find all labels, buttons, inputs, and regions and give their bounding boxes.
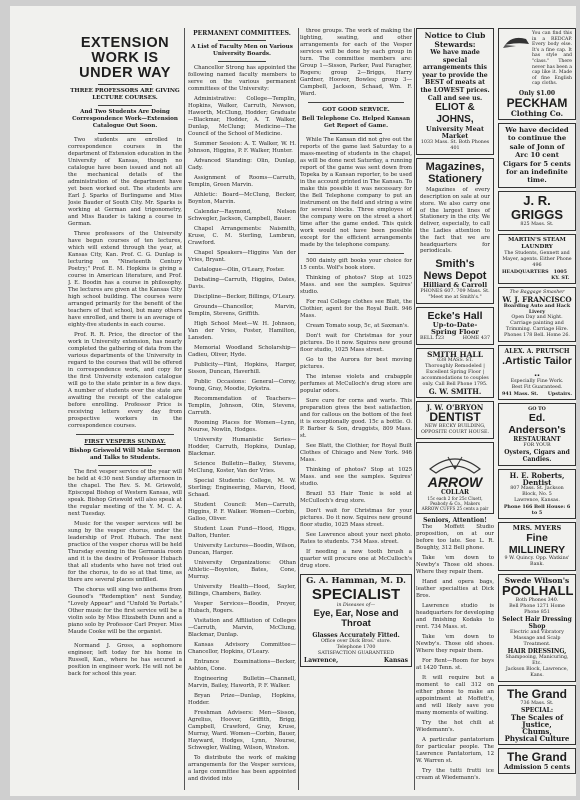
column-committees	[188, 28, 296, 792]
ad-obryon-name: J. W. O'BRYON	[426, 403, 484, 413]
ad-anderson-name: Ed. Anderson's	[508, 411, 566, 436]
column-rule	[414, 28, 415, 790]
article-paragraph: Athletic: Board—McClung, Becker, Boynton, Marvin.	[188, 192, 296, 205]
article-paragraph: Public Occasions: General—Corey, Young, Gray, Moodie, Dykstra.	[188, 379, 296, 392]
ad-cigars	[498, 123, 576, 188]
ad-griggs-name: J. R. GRIGGS	[510, 192, 563, 222]
article-paragraph: Advanced Standing: Olin, Dunlap, Cady.	[188, 158, 296, 171]
ad-ecke-sub: Up-to-Date-Spring Floor	[431, 321, 479, 337]
ad-tailor-name: ALEX. A. PRUTSCH	[504, 347, 570, 355]
article-paragraph: Calendar—Raymond, Nelson Schwegler, Jackson, Campbell, Bauer.	[188, 209, 296, 222]
ad-obryon-title: DENTIST	[429, 410, 481, 425]
divider	[98, 639, 152, 640]
column-advertisements	[416, 28, 576, 792]
ad-pool-name: Swede Wilson's	[504, 575, 570, 585]
notice: Try the tutti frutti ice cream at Wiedemann's.	[416, 768, 494, 782]
ad-pool-line2: Select Hair Dressing Shop	[502, 615, 572, 630]
column-rule	[298, 28, 299, 790]
ad-peckham	[498, 28, 576, 120]
ad-peckham-name: PECKHAM	[506, 95, 568, 110]
ad-arrow-collar-label: COLLAR	[440, 489, 470, 497]
article-paragraph: Chapel Arrangements: Naismith, Kruse, C. M. Sterling, Lambrun, Crawford.	[188, 226, 296, 246]
article-paragraph: University Health—Hood, Sayler, Billings, Chambers, Bailey.	[188, 584, 296, 597]
divider	[308, 253, 404, 254]
article-paragraph: Chancellor Strong has appointed the following named faculty members to serve on the various permanent committees of the University:	[188, 65, 296, 92]
ad-stationery-body: Magazines of every description on sale at our store. We also carry one of the largest lines of Stationery in the city. We deliver, especially, to call the Ladies attention to the fact that we are headquarters for periodicals.	[420, 187, 490, 255]
article-paragraph: Visitation and Affiliation of Colleges—Carruth, Marvin, McClung, Blackmar, Dunlap.	[188, 618, 296, 638]
local-ad: For real College clothes see Blatt, the Clothier, agent for the Royal Built. 946 Mass.	[300, 299, 412, 319]
local-ad: Sure cure for corns and warts. This preparation gives the best satisfaction, and for callous on the bottom of the feet it is exceptionally good. 15c a bottle. O. P. Barber & Son, druggists, 809 Mass. st.	[300, 398, 412, 439]
ad-club-name: ELIOT & JOHNS,	[435, 102, 475, 126]
local-ad: The intense violets and crabapple perfumes at McCulloch's drug store are popular odors.	[300, 374, 412, 394]
ad-francisco	[498, 287, 576, 342]
ad-francisco-name: W. J. FRANCISCO	[502, 294, 572, 304]
notice: The Moffett Studio proposition, on at our before too late. See L. R. Boughty, 312 Bell phone.	[416, 524, 494, 552]
ad-pool-line3: Electric and Vibratory Massage and Scalp Treatment.	[509, 629, 565, 647]
ad-cigars-body: We have decided to continue the sale of Jonn of Arc 10 cent Cigars for 5 cents for an indefinite time.	[503, 125, 571, 185]
ad-grand1-item: The Scales of Justice,	[510, 712, 564, 729]
article-paragraph: Freshman Advisers: Men—Sisson, Agrelius, Hoover, Griffith, Brigg, Campbell, Crawford, Gray, Kruse, Murray, Ward. Women—Corbin, Bauer, Hayward, Hodges, Lynn, Nourse, Schwegler, Walling, Wilson, Winston.	[188, 710, 296, 751]
article-paragraph: Catalogue—Olin, O'Leary, Foster.	[194, 267, 285, 273]
notice: Take 'em down to Newby's. Those old shoes. Where they repair them.	[416, 634, 494, 655]
head-committees: PERMANENT COMMITTEES.	[193, 30, 291, 37]
divider	[76, 434, 174, 435]
article-paragraph: Vesper Services—Boodin, Preyer, Hubach, Rogers.	[188, 601, 296, 614]
ads-left-column	[416, 28, 494, 785]
head-good-service: GOT GOOD SERVICE.	[322, 107, 390, 113]
local-ad: 500 dainty gift books your choice for 15 cents. Wolf's book store.	[300, 258, 412, 271]
article-paragraph: Special Students: College, M. W. Sterling; Engineering, Marvin, Hood, Schaad.	[188, 478, 296, 498]
divider	[98, 465, 152, 466]
ad-grand1-title: The Grand	[506, 686, 567, 701]
article-paragraph: Kansas Advisory Committee—Chancellor, Hopkins, O'Leary.	[188, 642, 296, 655]
ad-grand2-sub: Admission 5 cents	[503, 762, 571, 771]
ad-club-addr: 1033 Mass. St. Both Phones 401	[420, 140, 490, 152]
local-ad: If needing a new tooth brush a quarter will procure one at McCulloch's drug store.	[300, 549, 412, 569]
ad-hamman-loc-right: Kansas	[383, 656, 408, 664]
local-ad: Cream Tomato soup, 5c, at Saxman's.	[306, 323, 409, 329]
ad-ecke-home: HOME 437	[462, 336, 490, 342]
ad-tailor-title: .Artistic Tailor ..	[502, 354, 572, 379]
ad-hamman-tel: Telephone 1700	[336, 644, 376, 650]
article-paragraph: University Organizations: Othan Athletic—Boynton, Bates, Cone, Murray.	[188, 560, 296, 580]
ad-club-title: Notice to Club Stewards:	[424, 31, 486, 49]
ad-grand1-special: SPECIAL:	[520, 706, 554, 714]
ad-francisco-line1: Boarding Auto and Hack Livery	[503, 302, 571, 315]
ad-arrow-collar	[416, 442, 494, 514]
ad-club-body: We have made special arrangements this year to provide the BEST of meats at the LOWEST prices. Call and see us.	[420, 49, 490, 102]
ad-ecke-hall	[416, 307, 494, 345]
ad-arrow-caption: ARROW CUFFS 25 cents a pair	[421, 506, 489, 512]
ad-pool-line4: HAIR DRESSING,	[507, 647, 567, 655]
ad-obryon-addr: NEW BECKY BUILDING, OPPOSITE COURT HOUSE.	[420, 424, 490, 436]
article-paragraph: To distribute the work of making arrangements for the Vesper services, a large committee has been appointed and divided into	[188, 755, 296, 782]
ad-anderson-sub: FOR YOUR	[523, 442, 551, 448]
ad-arrow-name: ARROW	[427, 474, 483, 491]
ad-hamman-name: G. A. Hamman, M. D.	[306, 576, 406, 586]
article-paragraph: While The Kansan did not give out the reports of the game last Saturday to a mass-meeting of students in the chapel, as will be done next Saturday, a running report of the game was sent down from Topeka by a Kansan reporter, to be used in the account printed in The Kansan. To make this possible it was necessary for the Bell Telephone company to put an instrument on the field and string a wire for several blocks. Three employes of the company were on the street a short time after the game ended. This quick work would not have been possible except for the efficient arrangements made by the telephone company.	[300, 137, 412, 248]
ad-roberts-name: H. E. Roberts, Dentist	[509, 470, 565, 487]
ad-tailor-addr-right: Upstairs.	[547, 390, 572, 397]
headline-extension: EXTENSION WORK IS UNDER WAY	[79, 35, 171, 81]
ads-right-column	[498, 28, 576, 777]
article-paragraph: Normand J. Gross, a sophomore engineer, left today for his home in Russell, Kan., where he has secured a position in engineer work. He will not be back for school this year.	[68, 643, 182, 677]
article-paragraph: Music for the vesper services will be sung by the vesper chorus, under the leadership of Prof. Hubach. The next practice of the vesper chorus will be held Thursday evening in the Germania room and it is the desire of Professor Hubach that all students who have not tried out for the chorus, to do so at that time, as there are several places unfilled.	[68, 521, 182, 583]
seniors-notices	[416, 517, 494, 782]
ad-peckham-body: You can find this in a REDCAP. Every body else. It's a fine cap. It has style and "class." There never has been a cap like it. Made of fine English cap cloths.	[532, 31, 572, 87]
ad-smith-sub: Hilliard & Carroll	[422, 281, 488, 290]
notice: Try the hot chili at Wiedemann's.	[416, 720, 494, 734]
ad-club-sub: University Meat Market	[426, 125, 484, 141]
ad-laundry-hq-addr: 1005 KY. ST.	[551, 268, 570, 281]
ad-laundry-hq	[502, 269, 572, 281]
article-paragraph: Publicity—Flint, Hopkins, Harger, Sisson, Duncan, Haverhill.	[188, 362, 296, 375]
ad-pool-line5: Shampooing, Manicuring, Etc.	[505, 654, 569, 666]
ad-hamman-office: Office over Dick Bros.' store.	[320, 638, 392, 644]
ad-grand1-item: Physical Culture	[504, 733, 570, 743]
ad-peckham-sub: Clothing Co.	[510, 108, 564, 118]
local-ad: See Lawrence about your next photo. Rates to students. 734 Mass. street.	[300, 532, 412, 545]
ad-pool-sub: Both Phones 340.	[515, 597, 559, 603]
article-paragraph: The chorus will sing two anthems from Gounod's "Redemption" next Sunday, "Lovely Appear" and "Unfold Ye Portals." Other music for the first service will be a violin solo by Miss Elizabeth Dunn and a piano solo by Professor Carl Preyer. Miss Maude Cooke will be the organist.	[68, 587, 182, 635]
divider	[308, 102, 404, 103]
article-paragraph: Two students are enrolled in correspondence courses in the department of Extension education in the University of Kansas, though no catalogue have been issued and not all the mechanical details of the administration of the department have yet been worked out. The students are Earl J. Sparks of Burlingame and Miss Josie Bauder of South City. Mr. Sparks is working at German and trigonometry, and Miss Bauder is taking a course in German.	[68, 137, 182, 227]
ad-smith-title: Smith's News Depot	[423, 258, 487, 283]
divider	[98, 105, 152, 106]
article-paragraph: Summer Session: A. T. Walker, W. H. Johnson, Higgins, P. F. Walker, Hunter.	[188, 141, 296, 154]
masthead	[10, 6, 576, 24]
local-ad: Thinking of photos? Stop at 1025 Mass. and see the samples. Squires' studio.	[300, 467, 412, 487]
article-paragraph: Engineering Bulletin—Channell, Marvin, Bailey, Haworth, P. F. Walker.	[188, 676, 296, 689]
ad-smithhall-desc: Thoroughly Remodeled | Excellent Spring Floor | accommodations to couples only. Call Bell Phone 1795.	[421, 364, 489, 388]
ad-obryon-dentist	[416, 401, 494, 439]
article-paragraph: High School Meet—W. H. Johnson, Van der Vries, Foster, Hamilton, Lansden.	[188, 321, 296, 341]
ad-smithhall-title: SMITH HALL	[427, 350, 483, 360]
ad-smith-meet: "Meet me at Smith's."	[428, 295, 482, 301]
ad-laundry-body: The Students, Gennett and Mayer, agents. Either Phone 496	[502, 250, 572, 268]
ad-grand1-item: Chums,	[522, 726, 552, 736]
deck-students: And Two Students Are Doing Correspondence Work—Extension Catalogue Out Soon.	[72, 109, 178, 129]
ad-pool-title: POOLHALL	[502, 582, 574, 598]
ad-hamman-disease: in Diseases of—	[336, 602, 376, 608]
article-paragraph: Bryan Prize—Dunlap, Hopkins, Hodder.	[188, 693, 296, 706]
ad-millinery-title: Fine MILLINERY	[508, 531, 566, 556]
local-ad: Don't wait for Christmas for your pictures. Do it now. Squires new ground floor studio, 1025 Mass street.	[300, 333, 412, 353]
ad-ecke-title: Ecke's Hall	[427, 310, 483, 323]
ad-stationery	[416, 158, 494, 304]
article-paragraph: Chapel Speakers—Higgins Van der Vries, Bryant.	[188, 250, 296, 263]
notice: Hand and opera bags, leather specialties at Dick Bros.	[416, 579, 494, 600]
article-paragraph: University Lectures—Boodin, Wilson, Duncan, Harger.	[188, 543, 296, 556]
article-paragraph: Administrative: College—Templin, Hopkins, Walker, Carruth, Newson, Haworth, McClung, Hodder; Graduate—Blackmar, Hodder, A. T. Walker, Dunlap, McClung; Medicine—The Council of the School of Medicine.	[188, 96, 296, 137]
ad-club-stewards	[416, 28, 494, 155]
divider	[98, 84, 152, 85]
notice: A particular pantatorium for particular people. The Lawrence Pantatorium, 12 W. Warren st.	[416, 737, 494, 765]
article-paragraph: University Humanistic Series—Hodder, Carruth, Hopkins, Dunlap, Blackmar.	[188, 437, 296, 457]
ad-grand2-title: The Grand	[506, 749, 567, 764]
ad-laundry-title: MARTIN'S STEAM LAUNDRY	[508, 236, 566, 250]
notice: Take 'em down to Newby's Those old shoes. Where they repair them.	[416, 555, 494, 576]
collar-illustration-icon	[420, 445, 490, 475]
ad-smithhall-name: G. W. SMITH.	[428, 387, 482, 397]
ad-pool-line6: Jackson Block, Lawrence, Kans.	[505, 666, 569, 678]
article-paragraph: Student Council: Men—Carruth, Higgins, P. F. Walker. Women—Corbin, Galloo, Oliver.	[188, 502, 296, 522]
article-paragraph: Prof. R. R. Price, the director of the work in University extension, has nearly completed the gathering of data from the various departments of the University in regard to the courses that will be offered in correspondence work, and copy for the first University extension catalogue will go to the state printer in a few days. A number of students over the state are awaiting the receipt of the catalogue before enrolling. Professor Price is receiving letters every day from prospective workers in the correspondence courses.	[68, 332, 182, 429]
deck-good-service: Bell Telephone Co. Helped Kansan Get Report of Game.	[301, 116, 411, 129]
notice: It will require but a moment to call 312 on either phone to make an appointment at Moffett's, and will likely save you many moments of waiting.	[416, 675, 494, 717]
article-paragraph: Student Loan Fund—Hood, Higgs, Dalton, Hunter.	[188, 526, 296, 539]
column-rule	[184, 28, 185, 790]
ad-grand-1	[498, 685, 576, 745]
local-ad: Go to the Aurora for best moving pictures.	[300, 357, 412, 370]
ad-hamman-spec: SPECIALIST	[311, 585, 401, 603]
article-paragraph: Debating—Carruth, Higgins, Dates, Davis.	[188, 277, 296, 290]
article-paragraph: three groups. The work of making the lighting, seating, and other arrangements for each of the Vesper services will be done by each group in turn. The committee members are: Group 1—Sisson, Parker, Paul Faragher, Rogers; group 2—Briggs, Harry Gardner, Hoover, Bowles; group 3—Campbell, Jackson, Schaad, Wm. F. Ward.	[300, 28, 412, 97]
ad-smith-phones: PHONES 607. 709 Mass. St.	[420, 289, 490, 295]
ad-pool-phones: Bell Phone 1271 Home Phone 851	[509, 603, 565, 615]
cap-illustration-icon	[502, 33, 532, 51]
ad-francisco-line2: Open Day and Night. Carriage painting and Trimming. Carriage Hire. Phones 178 Bell. Home 26.	[504, 314, 570, 338]
deck-committees: A List of Faculty Men on Various University Boards.	[191, 44, 293, 57]
article-paragraph: Grounds—Chancellor, Marvin, Templin, Stevens, Griffith.	[188, 304, 296, 317]
deck-professors: THREE PROFESSORS ARE GIVING LECTURE COURSES.	[70, 88, 180, 101]
ad-laundry-hq-label: HEADQUARTERS	[502, 268, 549, 275]
ad-laundry	[498, 234, 576, 284]
ad-peckham-price: Only $1.00	[518, 89, 556, 97]
local-ad: See Blatt, the Clothier, for Royal Built Clothes of Chicago and New York. 946 Mass.	[300, 443, 412, 463]
section-deck-vespers: Bishop Griswold Will Make Sermon and Talks to Students.	[69, 448, 181, 461]
ad-grand1-addr: 736 Mass. St.	[520, 700, 554, 706]
local-ad: Thinking of photos? Stop at 1025 Mass. and see the samples. Squires' studio.	[300, 275, 412, 295]
notice: For Rent—Room for boys at 1420 Tenn. st.	[416, 658, 494, 672]
ad-anderson	[498, 403, 576, 466]
ad-tailor-addr-left: 941 Mass. St.	[502, 390, 539, 397]
ad-tailor-sub2: Best Fit Guaranteed.	[511, 384, 563, 390]
article-paragraph: The first vesper service of the year will be held at 4:30 next Sunday afternoon in the chapel. The Rev. S. M. Griswold, Episcopal Bishop of Western Kansas, will speak. Bishop Griswold will also speak at the regular meeting of the Y. M. C. A. next Tuesday.	[68, 469, 182, 517]
divider	[98, 133, 152, 134]
ad-hamman-glasses: Glasses Accurately Fitted.	[312, 631, 400, 639]
local-ad: Don't wait for Christmas for your pictures. Do it now. Squires new ground floor studio, 1025 Mass street.	[300, 508, 412, 528]
ad-hamman-location	[304, 657, 408, 664]
ad-hamman-guarantee: SATISFACTION GUARANTEED	[317, 650, 395, 656]
article-paragraph: Three professors of the University have begun courses of ten lectures, which will extend through the year, at Kansas City, Kan. Prof. C. G. Dunlap is lecturing on "Nineteenth Century Poetry;" Prof. E. M. Hopkins is giving a course in American literature, and Prof. J. E. Boodin has a course in philosophy. The lectures are given at the Kansas City high school building. The courses were arranged primarily for the benefit of the teachers of that school, but many others have enrolled, and there is an average of eighty-five students in each course.	[68, 231, 182, 328]
ad-stationery-title: Magazines, Stationery	[425, 161, 485, 186]
ad-anderson-rest: RESTAURANT	[513, 435, 561, 443]
ad-tailor	[498, 345, 576, 400]
ad-roberts-addr: 807 Mass. St. Jackson Block, No. 5	[510, 485, 564, 497]
local-ad: Brazil 53 Hair Tonic is sold at McCulloch's drug store.	[300, 491, 412, 504]
column-service-and-ads	[300, 28, 412, 792]
ad-hamman-loc-left: Lawrence,	[304, 656, 339, 664]
ad-roberts-phone: Phone 166 Bell House: 6 to 5	[503, 503, 571, 516]
ad-anderson-pre: GO TO	[528, 405, 546, 412]
ad-smith-hall	[416, 348, 494, 398]
divider	[218, 40, 266, 41]
article-paragraph: Memorial Woodland Scholarship—Cadieu, Oliver, Hyde.	[188, 345, 296, 358]
ad-tailor-addr	[502, 391, 572, 397]
ad-millinery	[498, 522, 576, 571]
ad-ecke-bell: BELL 123	[420, 336, 445, 342]
notice: Lawrence studio is headquarters for developing and finishing Kodaks to rent. 734 Mass. st.	[416, 603, 494, 631]
article-paragraph: Science Bulletin—Bailey, Stevens, McClung, Koster, Van der Vries.	[188, 461, 296, 474]
ad-francisco-tag: The Baggage Smasher	[509, 289, 565, 295]
article-paragraph: Recommendation of Teachers—Templin, Johnson, Olin, Stevens, Carruth.	[188, 396, 296, 416]
ad-tailor-sub: Especially Fine Work.	[510, 378, 564, 384]
ad-roberts	[498, 469, 576, 519]
article-paragraph: Rooming Places for Women—Lynn, Nourse, Nowlin, Hodges.	[188, 420, 296, 433]
ad-roberts-city: Lawrence, Kansas.	[514, 497, 560, 503]
ad-griggs	[498, 191, 576, 231]
ad-anderson-items: Oysters, Cigars and Candies.	[504, 448, 570, 463]
ad-millinery-addr: 9 W. Quincy. Opp. Watkins' Bank.	[504, 555, 570, 567]
newspaper-page	[10, 6, 576, 796]
divider	[330, 133, 382, 134]
ad-poolhall	[498, 574, 576, 682]
article-paragraph: Entrance Examinations—Becker, Ashton, Cone.	[188, 659, 296, 672]
section-head-vespers: FIRST VESPERS SUNDAY.	[84, 439, 166, 445]
ad-millinery-name: MRS. MYERS	[512, 523, 562, 532]
divider	[218, 61, 266, 62]
ad-hamman	[300, 574, 412, 667]
ad-ecke-phones	[420, 336, 490, 342]
column-extension-work	[68, 28, 182, 792]
ad-hamman-organs: Eye, Ear, Nose and Throat	[313, 607, 399, 629]
article-paragraph: Assignment of Rooms—Carruth, Templin, Green Marvin.	[188, 175, 296, 188]
ad-griggs-addr: 825 Mass. St.	[520, 221, 554, 227]
ad-arrow-tag: 15c each 2 for 25c Cluett, Peabody & Co., Makers	[427, 496, 483, 507]
ad-grand-2	[498, 748, 576, 774]
article-paragraph: Discipline—Becker, Billings, O'Leary.	[194, 294, 296, 300]
seniors-title: Seniors, Attention!	[423, 517, 487, 525]
ad-smithhall-addr: 638 MASS. ST.	[437, 358, 473, 364]
